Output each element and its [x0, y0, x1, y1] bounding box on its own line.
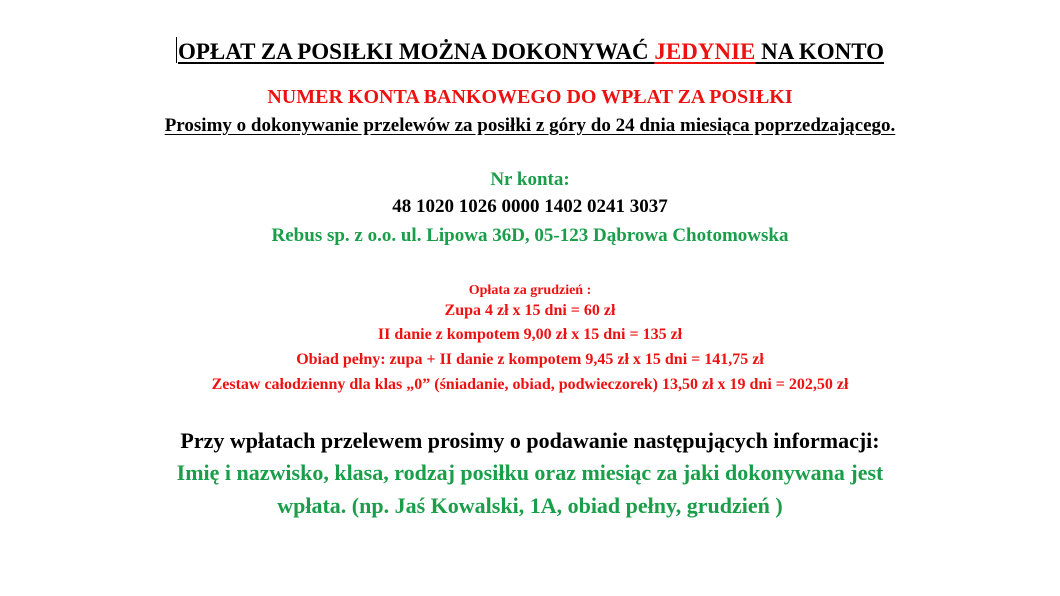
info-line: wpłata. (np. Jaś Kowalski, 1A, obiad pełny, grudzień ): [277, 493, 783, 518]
heading-highlight: JEDYNIE: [654, 39, 756, 64]
account-holder: Rebus sp. z o.o. ul. Lipowa 36D, 05-123 Dąbrowa Chotomowska: [271, 225, 789, 246]
fee-item: Obiad pełny: zupa + II danie z kompotem 9,45 zł x 15 dni = 141,75 zł: [296, 351, 764, 368]
text-cursor: [176, 37, 177, 63]
account-number: 48 1020 1026 0000 1402 0241 3037: [392, 196, 668, 217]
payment-instruction: Prosimy o dokonywanie przelewów za posiłki z góry do 24 dnia miesiąca poprzedzającego.: [164, 115, 896, 136]
page-heading: [0, 37, 1060, 65]
account-label: Nr konta:: [490, 169, 570, 190]
info-line: Imię i nazwisko, klasa, rodzaj posiłku oraz miesiąc za jaki dokonywana jest: [176, 460, 884, 485]
account-heading: NUMER KONTA BANKOWEGO DO WPŁAT ZA POSIŁKI: [267, 86, 793, 108]
heading-text-part1: OPŁAT ZA POSIŁKI MOŻNA DOKONYWAĆ: [177, 39, 655, 64]
fee-item: Zestaw całodzienny dla klas „0” (śniadanie, obiad, podwieczorek) 13,50 zł x 19 dni = 202,50 zł: [211, 376, 849, 393]
heading-text-part2: NA KONTO: [755, 39, 885, 64]
info-heading: Przy wpłatach przelewem prosimy o podawanie następujących informacji:: [180, 428, 880, 453]
fee-item: Zupa 4 zł x 15 dni = 60 zł: [444, 302, 616, 319]
fees-title: Opłata za grudzień :: [468, 283, 592, 298]
fee-item: II danie z kompotem 9,00 zł x 15 dni = 135 zł: [377, 326, 683, 343]
